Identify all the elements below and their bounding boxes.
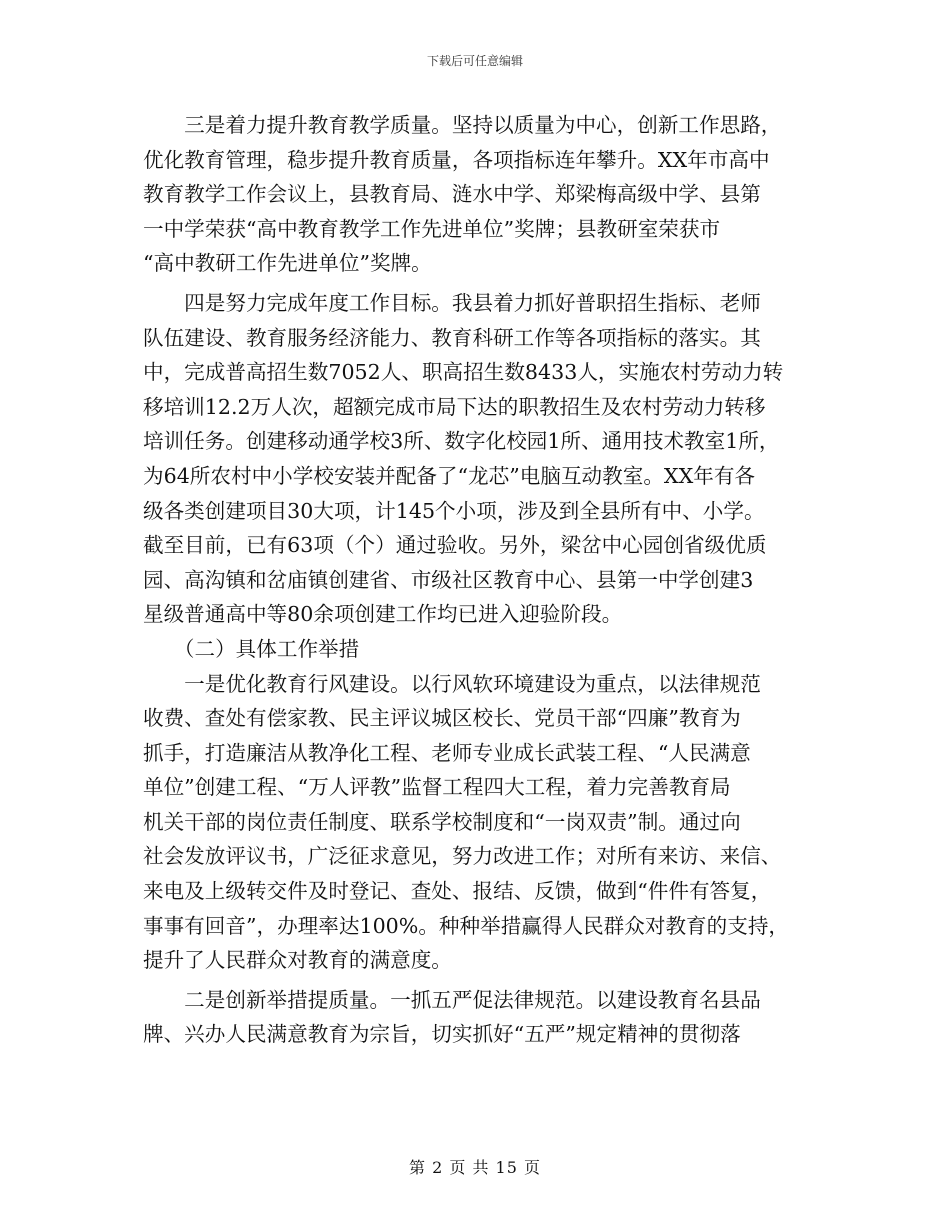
text-line: 二是创新举措提质量。一抓五严促法律规范。以建设教育名县品 bbox=[143, 987, 761, 1012]
text-line: 四是努力完成年度工作目标。我县着力抓好普职招生指标、老师 bbox=[143, 290, 761, 315]
text-line: 一是优化教育行风建设。以行风软环境建设为重点，以法律规范 bbox=[143, 671, 761, 696]
text-line: 事事有回音”，办理率达100%。种种举措赢得人民群众对教育的支持， bbox=[143, 913, 790, 938]
text-line: 提升了人民群众对教育的满意度。 bbox=[143, 948, 452, 973]
text-line: 截至目前，已有63项（个）通过验收。另外，梁岔中心园创省级优质 bbox=[143, 533, 767, 558]
paragraph-quality bbox=[143, 108, 813, 281]
text-line: 机关干部的岗位责任制度、联系学校制度和“一岗双责”制。通过向 bbox=[143, 809, 741, 834]
text-line: 单位”创建工程、“万人评教”监督工程四大工程，着力完善教育局 bbox=[143, 775, 731, 800]
text-line: 一中学荣获“高中教育教学工作先进单位”奖牌；县教研室荣获市 bbox=[143, 216, 721, 241]
text-line: 为64所农村中小学校安装并配备了“龙芯”电脑互动教室。XX年有各 bbox=[143, 463, 756, 488]
text-line: 星级普通高中等80余项创建工作均已进入迎验阶段。 bbox=[143, 602, 623, 627]
document-body bbox=[143, 108, 813, 1052]
section-heading bbox=[143, 632, 813, 667]
paragraph-conduct bbox=[143, 667, 813, 978]
text-line: 级各类创建项目30大项，计145个小项，涉及到全县所有中、小学。 bbox=[143, 498, 765, 523]
text-line: “高中教研工作先进单位”奖牌。 bbox=[143, 251, 432, 276]
text-line: 来电及上级转交件及时登记、查处、报结、反馈，做到“件件有答复， bbox=[143, 879, 772, 904]
text-line: 社会发放评议书，广泛征求意见，努力改进工作；对所有来访、来信、 bbox=[143, 844, 782, 869]
text-line: 三是着力提升教育教学质量。坚持以质量为中心，创新工作思路， bbox=[143, 113, 782, 137]
section-heading-text: （二）具体工作举措 bbox=[143, 636, 360, 661]
text-line: 中，完成普高招生数7052人、职高招生数8433人，实施农村劳动力转 bbox=[143, 360, 784, 385]
text-line: 优化教育管理，稳步提升教育质量，各项指标连年攀升。XX年市高中 bbox=[143, 147, 770, 172]
text-line: 培训任务。创建移动通学校3所、数字化校园1所、通用技术教室1所， bbox=[143, 429, 780, 454]
text-line: 牌、兴办人民满意教育为宗旨，切实抓好“五严”规定精神的贯彻落 bbox=[143, 1022, 741, 1047]
text-line: 园、高沟镇和岔庙镇创建省、市级社区教育中心、县第一中学创建3 bbox=[143, 567, 754, 592]
text-line: 教育教学工作会议上，县教育局、涟水中学、郑梁梅高级中学、县第 bbox=[143, 182, 761, 207]
text-line: 队伍建设、教育服务经济能力、教育科研工作等各项指标的落实。其 bbox=[143, 325, 761, 350]
text-line: 移培训12.2万人次，超额完成市局下达的职教招生及农村劳动力转移 bbox=[143, 394, 766, 419]
page-footer: 第 2 页 共 15 页 bbox=[409, 1158, 541, 1177]
text-line: 抓手，打造廉洁从教净化工程、老师专业成长武装工程、“人民满意 bbox=[143, 740, 751, 765]
paragraph-annual-goals bbox=[143, 286, 813, 632]
paragraph-innovation bbox=[143, 983, 813, 1052]
page-header: 下载后可任意编辑 bbox=[426, 54, 523, 68]
text-line: 收费、查处有偿家教、民主评议城区校长、党员干部“四廉”教育为 bbox=[143, 706, 741, 731]
